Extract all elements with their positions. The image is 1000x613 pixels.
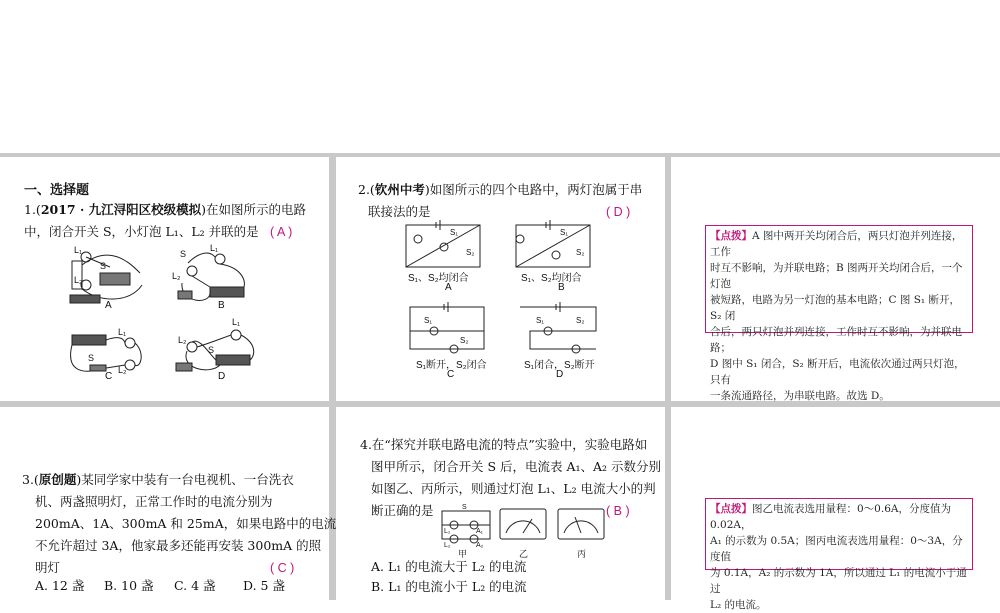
q3-line: 200mA、1A、300mA 和 25mA，如果电路中的电流: [35, 516, 337, 531]
panel-question-2: [336, 157, 665, 401]
svg-text:S₂: S₂: [460, 336, 469, 345]
q1-figure-d: [176, 330, 254, 371]
hint2-tag: 【点拨】: [710, 503, 752, 515]
hint1-line: 时互不影响，为并联电路；B 图两开关均闭合后，一个灯泡: [710, 262, 963, 290]
svg-text:L₂: L₂: [444, 542, 451, 549]
q1-line2: 中，闭合开关 S，小灯泡 L₁、L₂ 并联的是: [24, 224, 259, 239]
q2-answer: ( D ): [606, 205, 631, 219]
svg-text:S: S: [180, 249, 187, 259]
q2-line2: 联接法的是: [368, 204, 431, 219]
q1-text: )在如图所示的电路: [201, 202, 307, 217]
q1-label-a: A: [105, 300, 112, 311]
panel-question-1: [0, 157, 329, 401]
q4-figure-jia: [442, 511, 490, 543]
svg-text:S₁: S₁: [424, 316, 433, 325]
svg-text:A₁: A₁: [476, 528, 484, 535]
q3-text: )某同学家中装有一台电视机、一台洗衣: [76, 472, 294, 487]
q4-line: 断正确的是: [371, 503, 434, 518]
panel-hint-2: [671, 407, 1000, 611]
q4-meter-yi: [500, 509, 546, 539]
panel-question-3: [0, 407, 337, 600]
q3-answer: ( C ): [270, 561, 295, 575]
q2-condition-d: S₁闭合，S₂断开: [524, 360, 595, 371]
svg-text:S: S: [88, 353, 95, 363]
q2-line1: [358, 179, 642, 201]
q2-condition-c: S₁断开，S₂闭合: [416, 360, 487, 371]
q1-label-b: B: [218, 300, 225, 311]
q3-line: 机、两盏照明灯，正常工作时的电流分别为: [35, 494, 273, 509]
q4-line: 4.在“探究并联电路电流的特点”实验中，实验电路如: [360, 437, 648, 452]
svg-text:L₂: L₂: [74, 275, 83, 285]
q2-prefix: 2.(: [358, 182, 375, 197]
svg-text:S₁: S₁: [560, 228, 569, 237]
q2-condition-a: S₁、S₂均闭合: [408, 273, 469, 284]
q1-line1: [24, 199, 306, 221]
q1-answer: ( A ): [270, 225, 293, 239]
svg-text:S₁: S₁: [450, 228, 459, 237]
q3-line: 不允许超过 3A，他家最多还能再安装 300mA 的照: [35, 538, 322, 553]
q4-line: 如图乙、丙所示，则通过灯泡 L₁、L₂ 电流大小的判: [371, 481, 656, 496]
q2-source: 钦州中考: [374, 182, 425, 197]
svg-text:L₁: L₁: [118, 327, 127, 337]
svg-text:S: S: [100, 261, 107, 271]
page-header-blank: [0, 0, 1000, 153]
hint1-line: D 图中 S₁ 闭合，S₂ 断开后，电流依次通过两只灯泡，只有: [710, 358, 965, 386]
svg-text:L₂: L₂: [118, 365, 127, 375]
hint1-line: A 图中两开关均闭合后，两只灯泡并列连接，工作: [710, 230, 963, 258]
q2-figure-c: [410, 302, 484, 353]
panel-question-4: [336, 407, 665, 600]
q4-label-yi: 乙: [519, 549, 529, 559]
q1-figure-c: [71, 335, 142, 371]
section-title: 一、选择题: [24, 183, 90, 198]
svg-text:S: S: [208, 345, 215, 355]
hint2-line: 为 0.1A，A₂ 的示数为 1A，所以通过 L₁ 的电流小于通过: [710, 567, 967, 595]
q4-meter-bing: [558, 509, 604, 539]
hint1-tag: 【点拨】: [710, 230, 752, 242]
q2-figure-b: [516, 220, 590, 267]
svg-text:L₂: L₂: [172, 271, 181, 281]
q1-figure-b: [178, 253, 244, 300]
q2-label-a: A: [445, 282, 452, 293]
q3-line: 明灯: [35, 560, 61, 575]
hint2-line: L₂ 的电流。: [710, 599, 767, 611]
q4-label-jia: 甲: [458, 549, 468, 559]
hint1-line: 被短路，电路为另一灯泡的基本电路；C 图 S₁ 断开，S₂ 闭: [710, 294, 960, 322]
hint2-line: 图乙电流表选用量程：0～0.6A，分度值为 0.02A，: [710, 503, 951, 531]
q1-prefix: 1.(: [24, 202, 41, 217]
q1-label-d: D: [218, 371, 226, 382]
q3-prefix: 3.(: [22, 472, 39, 487]
q1-label-c: C: [105, 371, 113, 382]
svg-text:L₂: L₂: [178, 335, 187, 345]
hint2-line: A₁ 的示数为 0.5A；图丙电流表选用量程：0～3A，分度值: [710, 535, 963, 563]
q2-condition-b: S₁、S₂均闭合: [521, 273, 582, 284]
svg-text:S: S: [462, 504, 467, 511]
q2-figure-d: [520, 302, 596, 353]
hint1-line: 一条流通路径，为串联电路。故选 D。: [710, 390, 890, 402]
q2-label-d: D: [556, 369, 564, 380]
hint1-line: 合后，两只灯泡并列连接，工作时互不影响，为并联电路；: [710, 326, 962, 354]
panel-hint-1: [671, 157, 1000, 401]
q3-option-d: D. 5 盏: [243, 578, 285, 593]
q4-answer: ( B ): [606, 504, 630, 518]
q2-circuit-figures: [400, 219, 620, 379]
hint-box-2: [705, 498, 973, 611]
svg-text:S₂: S₂: [576, 316, 585, 325]
q3-option-a: A. 12 盏: [35, 578, 85, 593]
q3-source: 原创题: [38, 472, 77, 487]
q3-line1: [22, 469, 294, 491]
q2-figure-a: [406, 220, 480, 267]
svg-text:L₁: L₁: [210, 243, 219, 253]
q1-circuit-figures: [60, 243, 300, 401]
svg-text:S₂: S₂: [576, 248, 585, 257]
svg-text:L₁: L₁: [74, 245, 83, 255]
svg-text:A₂: A₂: [476, 542, 484, 549]
q4-option-a: A. L₁ 的电流大于 L₂ 的电流: [371, 559, 527, 574]
q4-line: 图甲所示，闭合开关 S 后，电流表 A₁、A₂ 示数分别: [371, 459, 662, 474]
q4-label-bing: 丙: [577, 549, 587, 559]
q3-option-c: C. 4 盏: [174, 578, 216, 593]
q3-option-b: B. 10 盏: [104, 578, 154, 593]
q1-source: 2017 · 九江浔阳区校级模拟: [40, 202, 202, 217]
q2-label-b: B: [558, 282, 565, 293]
q4-option-b: B. L₁ 的电流小于 L₂ 的电流: [371, 579, 527, 594]
svg-text:L₁: L₁: [444, 528, 451, 535]
q4-figures: [436, 503, 616, 549]
q2-label-c: C: [447, 369, 455, 380]
q2-text: )如图所示的四个电路中，两灯泡属于串: [424, 182, 643, 197]
hint-box-1: [705, 225, 973, 402]
svg-text:S₁: S₁: [536, 316, 545, 325]
svg-text:L₁: L₁: [232, 317, 241, 327]
svg-text:S₂: S₂: [466, 248, 475, 257]
